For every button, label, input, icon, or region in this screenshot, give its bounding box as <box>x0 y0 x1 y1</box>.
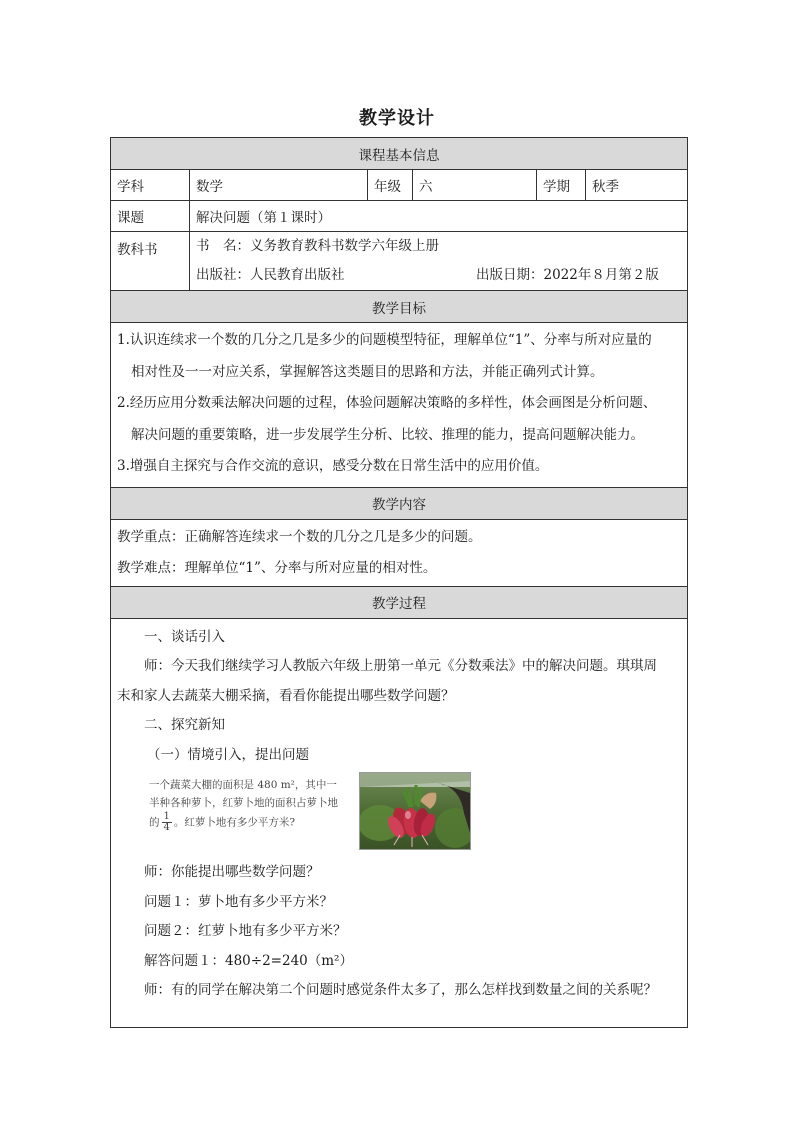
teacher-line-3: 师：有的同学在解决第二个问题时感觉条件太多了，那么怎样找到数量之间的关系呢？ <box>144 982 657 998</box>
section-2-heading: 二、探究新知 <box>144 717 225 733</box>
fraction-denominator: 4 <box>163 822 170 833</box>
goal-item-2 <box>117 388 681 451</box>
problem-line-3-post: 。红萝卜地有多少平方米? <box>173 816 296 829</box>
basic-info-header: 课程基本信息 <box>111 138 688 170</box>
grade-value: 六 <box>413 170 537 201</box>
term-label: 学期 <box>537 170 586 201</box>
subsection-1-heading: （一）情境引入，提出问题 <box>147 746 309 763</box>
teacher-line-1b: 末和家人去蔬菜大棚采摘，看看你能提出哪些数学问题？ <box>117 687 455 704</box>
problem-line-3 <box>149 812 347 833</box>
question-2: 问题２：红萝卜地有多少平方米？ <box>144 923 347 939</box>
basic-info-header-row <box>111 138 688 170</box>
key-point: 教学重点：正确解答连续求一个数的几分之几是多少的问题。 <box>117 528 482 545</box>
goal-item-2-line-a: 2.经历应用分数乘法解决问题的过程，体验问题解决策略的多样性，体会画图是分析问题、 <box>117 395 657 411</box>
fraction-one-quarter <box>162 812 172 833</box>
goal-item-2-line-b: 解决问题的重要策略，进一步发展学生分析、比较、推理的能力，提高问题解决能力。 <box>131 426 644 443</box>
topic-label: 课题 <box>111 201 190 232</box>
subject-row <box>111 170 688 201</box>
problem-figure <box>117 772 681 858</box>
book-publisher: 出版社：人民教育出版社 <box>196 267 345 283</box>
subject-value: 数学 <box>190 170 368 201</box>
goal-item-1-line-b: 相对性及一一对应关系，掌握解答这类题目的思路和方法，并能正确列式计算。 <box>131 363 604 380</box>
radish-photo-illustration <box>360 773 470 849</box>
process-body <box>111 618 688 1027</box>
fraction-numerator: 1 <box>163 811 170 822</box>
document-title: 教学设计 <box>359 108 435 129</box>
topic-value: 解决问题（第１课时） <box>190 201 688 232</box>
textbook-label: 教科书 <box>111 232 190 291</box>
problem-line-2: 半种各种萝卜，红萝卜地的面积占萝卜地 <box>149 797 338 809</box>
term-value: 秋季 <box>586 170 688 201</box>
goal-item-3: 3.增强自主探究与合作交流的意识，感受分数在日常生活中的应用价值。 <box>117 458 549 474</box>
topic-row <box>111 201 688 232</box>
book-publisher-line <box>196 261 681 290</box>
problem-line-3-pre: 的 <box>149 816 160 829</box>
process-row <box>111 618 688 1027</box>
question-1: 问题１：萝卜地有多少平方米？ <box>144 893 333 910</box>
goals-row <box>111 323 688 488</box>
section-1-heading: 一、谈话引入 <box>144 628 225 645</box>
textbook-info <box>190 232 688 291</box>
difficulty-point: 教学难点：理解单位“1”、分率与所对应量的相对性。 <box>117 559 437 576</box>
content-body <box>111 519 688 586</box>
goals-content <box>111 323 688 488</box>
goals-header-row <box>111 291 688 323</box>
grade-label: 年级 <box>368 170 413 201</box>
process-header: 教学过程 <box>111 586 688 618</box>
radish-photo <box>359 772 471 850</box>
process-header-row <box>111 586 688 618</box>
problem-line-1: 一个蔬菜大棚的面积是 480 m²，其中一 <box>149 779 337 791</box>
content-row <box>111 519 688 586</box>
problem-statement <box>149 772 347 833</box>
book-name: 书 名：义务教育教科书数学六年级上册 <box>196 238 439 254</box>
answer-1: 解答问题１：480÷2=240（m²） <box>144 952 353 969</box>
goal-item-1 <box>117 325 681 388</box>
goals-header: 教学目标 <box>111 291 688 323</box>
lesson-plan-table <box>110 137 688 1028</box>
goal-item-1-line-a: 1.认识连续求一个数的几分之几是多少的问题模型特征，理解单位“1”、分率与所对应量的 <box>117 332 652 348</box>
content-header-row <box>111 487 688 519</box>
subject-label: 学科 <box>111 170 190 201</box>
textbook-row <box>111 232 688 291</box>
teacher-line-2: 师：你能提出哪些数学问题？ <box>144 864 320 880</box>
teacher-line-1a: 师：今天我们继续学习人教版六年级上册第一单元《分数乘法》中的解决问题。琪琪周 <box>144 658 657 674</box>
book-pub-date: 出版日期：2022年８月第２版 <box>476 267 659 283</box>
content-header: 教学内容 <box>111 487 688 519</box>
